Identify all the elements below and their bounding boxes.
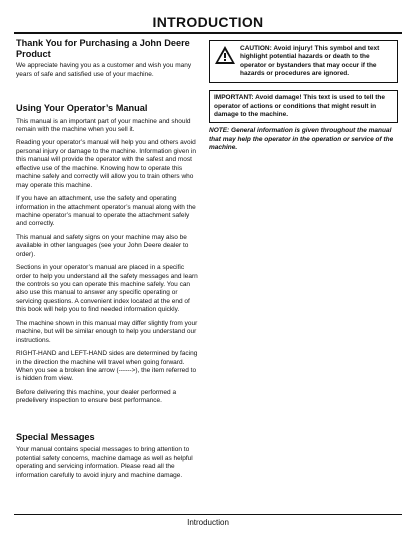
warning-triangle-icon	[214, 45, 236, 65]
footer-rule	[14, 514, 402, 515]
using-manual-paragraph: This manual and safety signs on your machine may also be available in other languages (see your John Deere dealer to order).	[16, 233, 189, 258]
using-manual-section	[16, 103, 200, 406]
left-column	[16, 38, 200, 485]
note-text: NOTE: General information is given throughout the manual that may help the operator in the operation or service of the machine.	[209, 127, 394, 151]
special-messages-heading: Special Messages	[16, 431, 95, 442]
important-box	[209, 90, 398, 123]
thank-you-heading: Thank You for Purchasing a John Deere Product	[16, 38, 190, 59]
caution-box	[209, 40, 398, 83]
thank-you-paragraph: We appreciate having you as a customer and wish you many years of safe and satisfied use of your machine.	[16, 62, 192, 78]
footer-label: Introduction	[187, 518, 229, 527]
right-column	[209, 38, 398, 152]
using-manual-paragraph: Before delivering this machine, your dealer performed a predelivery inspection to ensure best performance.	[16, 388, 177, 405]
using-manual-paragraph: The machine shown in this manual may differ slightly from your machine, but will be similar enough to help you understand our instructions.	[16, 319, 198, 344]
thank-you-section	[16, 38, 200, 79]
special-messages-paragraph: Your manual contains special messages to bring attention to potential safety concerns, machine damage as well as helpful operating and servicing information. Please read all the information carefully to avoid injury and machine damage.	[16, 446, 193, 479]
header-rule	[14, 32, 402, 34]
using-manual-heading: Using Your Operator’s Manual	[16, 103, 148, 114]
using-manual-paragraph: This manual is an important part of your machine and should remain with the machine when you sell it.	[16, 117, 191, 134]
using-manual-paragraph: Sections in your operator’s manual are placed in a specific order to help you understand all the safety messages and learn the controls so you can operate this machine safely. You can also use this manual to answer any specific operating or servicing questions. A convenient index located at the end of this book will help you to find needed information quickly.	[16, 264, 198, 314]
using-manual-paragraph: RIGHT-HAND and LEFT-HAND sides are determined by facing in the direction the machine will travel when going forward. When you see a broken line arrow (------>), the item referred to is hidden from view.	[16, 350, 198, 383]
special-messages-section	[16, 432, 200, 480]
using-manual-paragraph: Reading your operator’s manual will help you and others avoid personal injury or damage to the machine. Information given in this manual will provide the operator with the safest and most effective use of the machine. Knowing how to operate this machine safely and correctly will allow you to train others who may operate this machine.	[16, 139, 196, 189]
using-manual-paragraph: If you have an attachment, use the safety and operating information in the attachment operator’s manual along with the machine operator’s manual to operate the attachment safely and correctly.	[16, 195, 196, 228]
caution-text: CAUTION: Avoid injury! This symbol and text highlight potential hazards or death to the operator or bystanders that may occur if the hazards or procedures are ignored.	[240, 45, 380, 77]
important-text: IMPORTANT: Avoid damage! This text is used to tell the operator of actions or conditions that might result in damage to the machine.	[214, 94, 385, 118]
page-title: INTRODUCTION	[152, 14, 264, 30]
